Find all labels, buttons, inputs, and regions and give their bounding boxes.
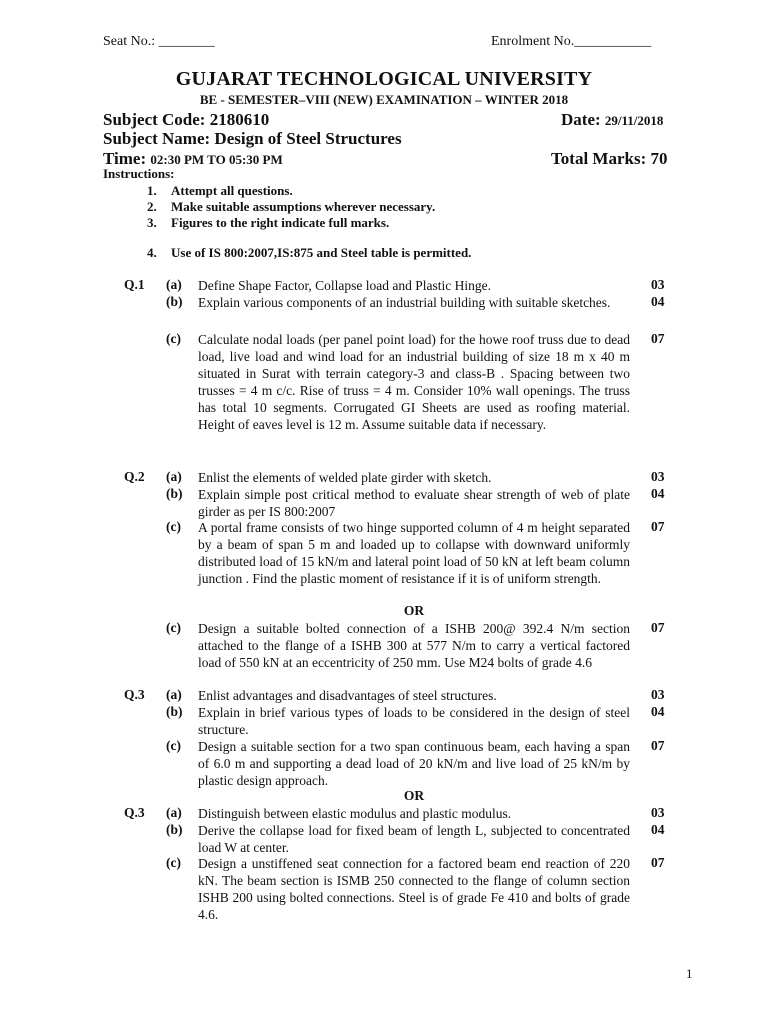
question-text: Distinguish between elastic modulus and plastic modulus. (198, 806, 512, 821)
exam-date (561, 110, 663, 130)
question-marks: 03 (651, 805, 665, 820)
question-part: (a) (166, 469, 182, 484)
question-marks: 07 (651, 738, 665, 753)
question-marks: 04 (651, 294, 665, 309)
or-separator: OR (403, 603, 425, 618)
enrolment-number-label: Enrolment No.___________ (491, 34, 652, 49)
question-part: (b) (166, 294, 183, 309)
question-part: (a) (166, 687, 182, 702)
question-number: Q.1 (124, 277, 145, 292)
question-text: Enlist the elements of welded plate girder with sketch. (198, 470, 492, 485)
exam-title: BE - SEMESTER–VIII (NEW) EXAMINATION – WINTER 2018 (199, 92, 569, 107)
subject-name: Subject Name: Design of Steel Structures (103, 129, 402, 148)
question-marks: 04 (651, 704, 665, 719)
question-text: Derive the collapse load for fixed beam of length L, subjected to concentrated load W at center. (198, 823, 630, 855)
date-value: 29/11/2018 (604, 113, 664, 128)
question-number: Q.2 (124, 469, 145, 484)
question-text: Enlist advantages and disadvantages of steel structures. (198, 688, 497, 703)
page-number: 1 (686, 966, 693, 981)
question-text: Explain various components of an industrial building with suitable sketches. (198, 295, 611, 310)
instruction-item: 1. Attempt all questions. (147, 183, 293, 198)
question-marks: 07 (651, 331, 665, 346)
or-separator: OR (403, 788, 425, 803)
question-marks: 07 (651, 855, 665, 870)
question-marks: 04 (651, 822, 665, 837)
question-text: Explain simple post critical method to evaluate shear strength of web of plate girder as per IS 800:2007 (198, 487, 630, 519)
seat-number-label: Seat No.: ________ (103, 34, 215, 49)
question-marks: 07 (651, 519, 665, 534)
question-text: Design a unstiffened seat connection for a factored beam end reaction of 220 kN. The beam section is ISMB 250 connected to the flange of column section ISHB 200 using bolted connections. Steel is of grade Fe 410 and bolts of grade 4.6. (198, 856, 630, 922)
question-part: (c) (166, 620, 181, 635)
question-text: Define Shape Factor, Collapse load and Plastic Hinge. (198, 278, 492, 293)
date-label: Date: (561, 110, 601, 129)
question-marks: 04 (651, 486, 665, 501)
question-number: Q.3 (124, 687, 145, 702)
question-marks: 03 (651, 469, 665, 484)
question-part: (b) (166, 486, 183, 501)
question-part: (c) (166, 519, 181, 534)
question-number: Q.3 (124, 805, 145, 820)
question-part: (c) (166, 855, 181, 870)
question-part: (b) (166, 822, 183, 837)
question-text: Calculate nodal loads (per panel point load) for the howe roof truss due to dead load, live load and wind load for an industrial building of size 18 m x 40 m situated in Surat with terrain category-3 and class-B . Spacing between two trusses = 4 m c/c. Rise of truss = 4 m. Consider 10% wall openings. The truss has total 10 segments. Corrugated GI Sheets are used as roofing material. Height of eaves level is 12 m. Assume suitable data if necessary. (198, 332, 630, 432)
question-part: (c) (166, 738, 181, 753)
question-marks: 07 (651, 620, 665, 635)
question-marks: 03 (651, 277, 665, 292)
question-marks: 03 (651, 687, 665, 702)
question-part: (c) (166, 331, 181, 346)
total-marks: Total Marks: 70 (551, 149, 668, 168)
instructions-heading: Instructions: (103, 166, 175, 181)
question-part: (a) (166, 277, 182, 292)
question-part: (b) (166, 704, 183, 719)
time-label: Time: (103, 149, 147, 168)
subject-code: Subject Code: 2180610 (103, 110, 270, 129)
question-part: (a) (166, 805, 182, 820)
question-text: Design a suitable section for a two span continuous beam, each having a span of 6.0 m and supporting a dead load of 20 kN/m and live load of 25 kN/m by plastic design approach. (198, 739, 630, 788)
question-text: Design a suitable bolted connection of a ISHB 200@ 392.4 N/m section attached to the flange of a ISHB 300 at 577 N/m to carry a vertical factored load of 550 kN at an eccentricity of 250 mm. Use M24 bolts of grade 4.6 (198, 621, 630, 670)
instruction-item: 2. Make suitable assumptions wherever necessary. (147, 199, 436, 214)
question-text: Explain in brief various types of loads to be considered in the design of steel structure. (198, 705, 630, 737)
instruction-item: 3. Figures to the right indicate full marks. (147, 215, 390, 230)
instruction-item: 4. Use of IS 800:2007,IS:875 and Steel table is permitted. (147, 245, 472, 260)
university-title: GUJARAT TECHNOLOGICAL UNIVERSITY (175, 68, 593, 90)
question-text: A portal frame consists of two hinge supported column of 4 m height separated by a beam of span 5 m and loaded up to collapse with downward uniformly distributed load of 15 kN/m and lateral point load of 50 kN at left beam column junction . Find the plastic moment of resistance if it is of uniform strength. (198, 520, 630, 586)
time-value: 02:30 PM TO 05:30 PM (150, 152, 283, 167)
